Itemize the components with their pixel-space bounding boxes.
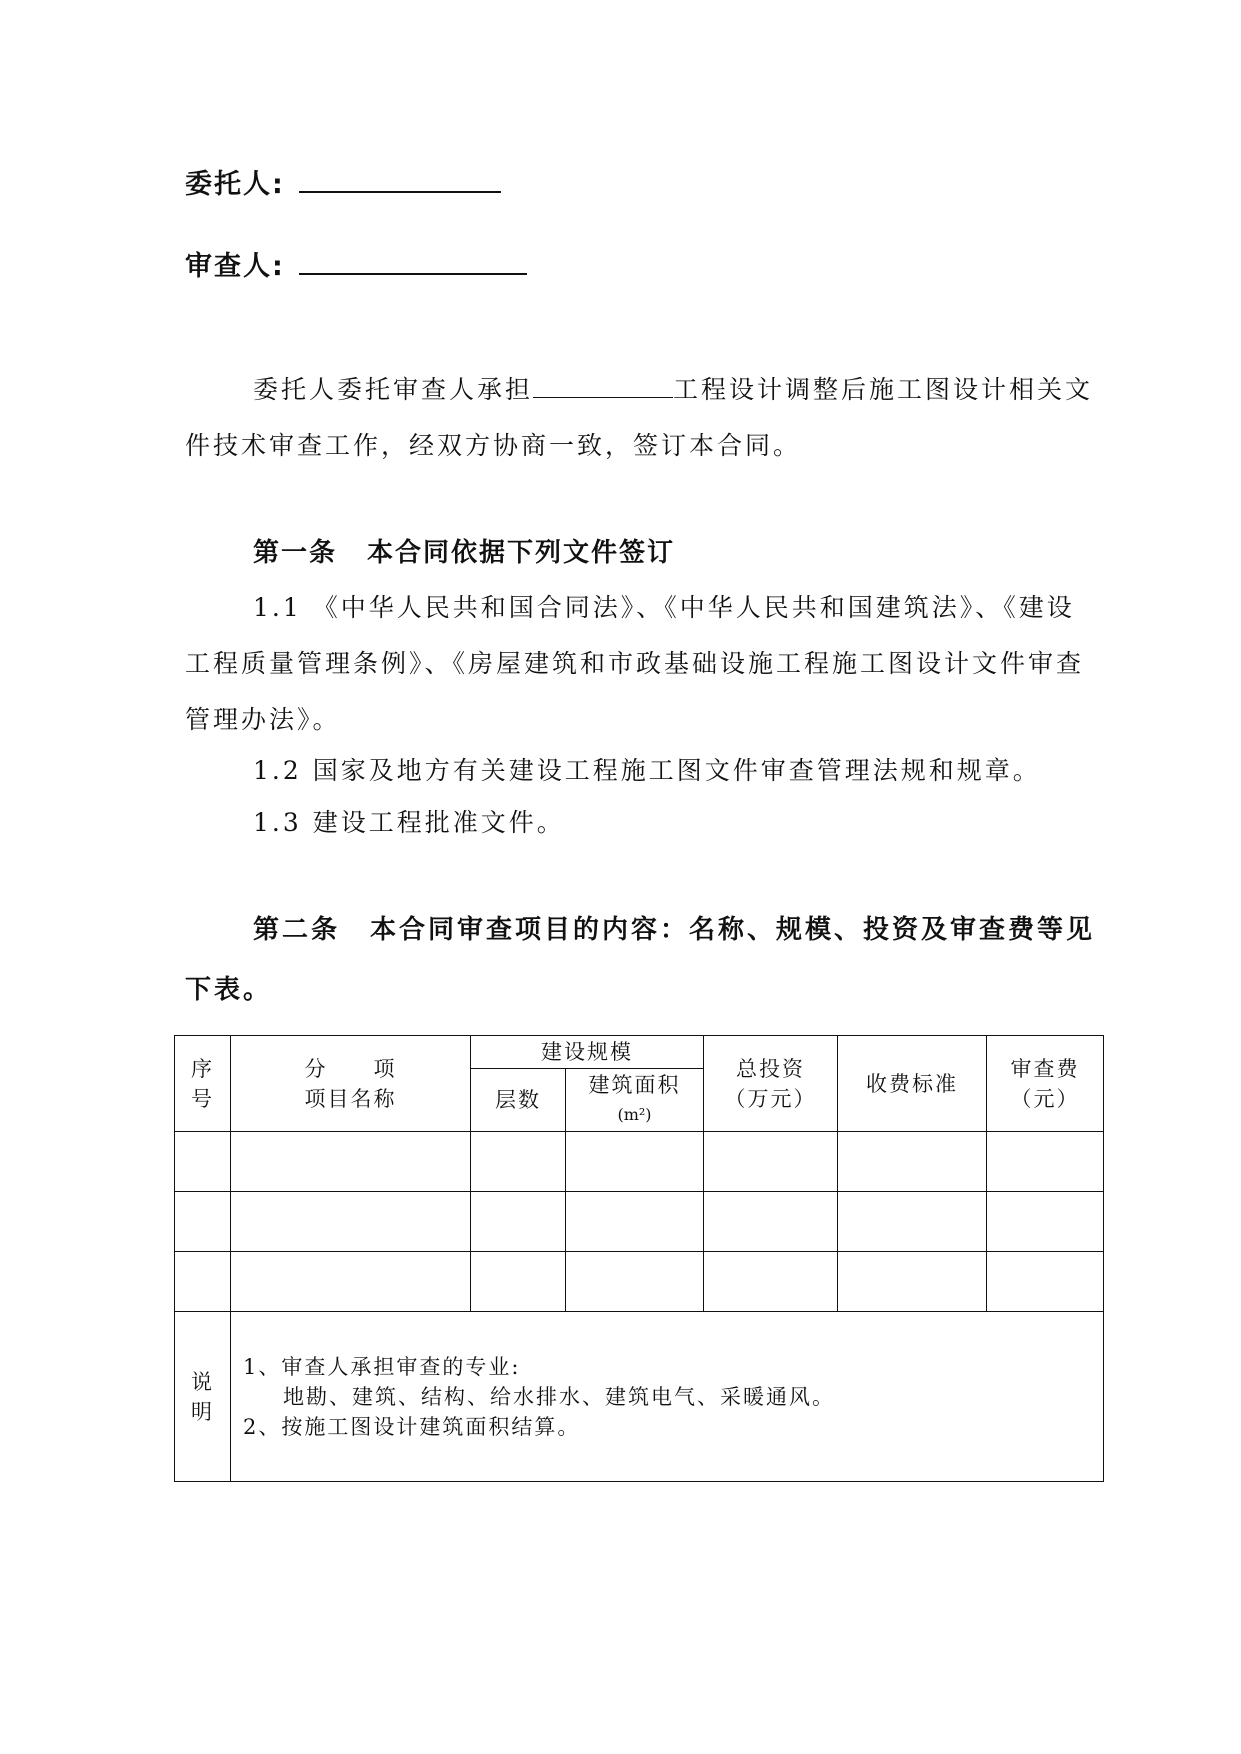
- header-scale: 建设规模: [471, 1036, 704, 1069]
- intro-text-2: 工程设计调整后施工图设计相关文件技术审查工作，经双方协商一致，签订本合同。: [185, 375, 1094, 460]
- intro-text-1: 委托人委托审查人承担: [253, 375, 534, 404]
- note-2: 2、按施工图设计建筑面积结算。: [243, 1414, 581, 1439]
- article2-number: 第二条: [253, 915, 341, 945]
- article2-heading: [185, 900, 1097, 1020]
- table-header-row-1: [175, 1036, 1104, 1069]
- reviewer-blank: [299, 251, 527, 275]
- note-1-detail: 地勘、建筑、结构、给水排水、建筑电气、采暖通风。: [283, 1384, 835, 1409]
- article1-number: 第一条: [253, 538, 338, 568]
- header-fee: 审查费 （元）: [987, 1036, 1104, 1132]
- client-label: 委托人:: [185, 169, 285, 200]
- review-fee-table: [174, 1035, 1104, 1482]
- article2-title: 本合同审查项目的内容：名称、规模、投资及审查费等见下表。: [185, 915, 1096, 1005]
- article1-title: 本合同依据下列文件签订: [367, 538, 676, 568]
- header-seq: 序 号: [175, 1036, 231, 1132]
- notes-row: [175, 1312, 1104, 1482]
- table-row: [175, 1192, 1104, 1252]
- article1-item-3: 1.3 建设工程批准文件。: [253, 808, 565, 837]
- note-1: 1、审查人承担审查的专业:: [243, 1354, 521, 1379]
- notes-content: [231, 1312, 1104, 1482]
- article1-item-1: 1.1 《中华人民共和国合同法》、《中华人民共和国建筑法》、《建设工程质量管理条例》、《房屋建筑和市政基础设施工程施工图设计文件审查管理办法》。: [185, 593, 1085, 734]
- reviewer-field: [185, 244, 527, 283]
- header-area: 建筑面积 (m²): [566, 1069, 704, 1132]
- header-floors: 层数: [471, 1069, 566, 1132]
- article1-heading: [253, 532, 675, 569]
- reviewer-label: 审查人:: [185, 251, 285, 282]
- client-field: [185, 162, 501, 201]
- intro-paragraph: [185, 362, 1097, 474]
- table-row: [175, 1132, 1104, 1192]
- table-row: [175, 1252, 1104, 1312]
- notes-label: 说 明: [175, 1312, 231, 1482]
- header-item-name: 分 项 项目名称: [231, 1036, 471, 1132]
- project-blank: [533, 375, 673, 398]
- article1-item-2: 1.2 国家及地方有关建设工程施工图文件审查管理法规和规章。: [253, 756, 1041, 785]
- header-investment: 总投资 （万元）: [704, 1036, 838, 1132]
- header-standard: 收费标准: [838, 1036, 987, 1132]
- client-blank: [299, 169, 501, 193]
